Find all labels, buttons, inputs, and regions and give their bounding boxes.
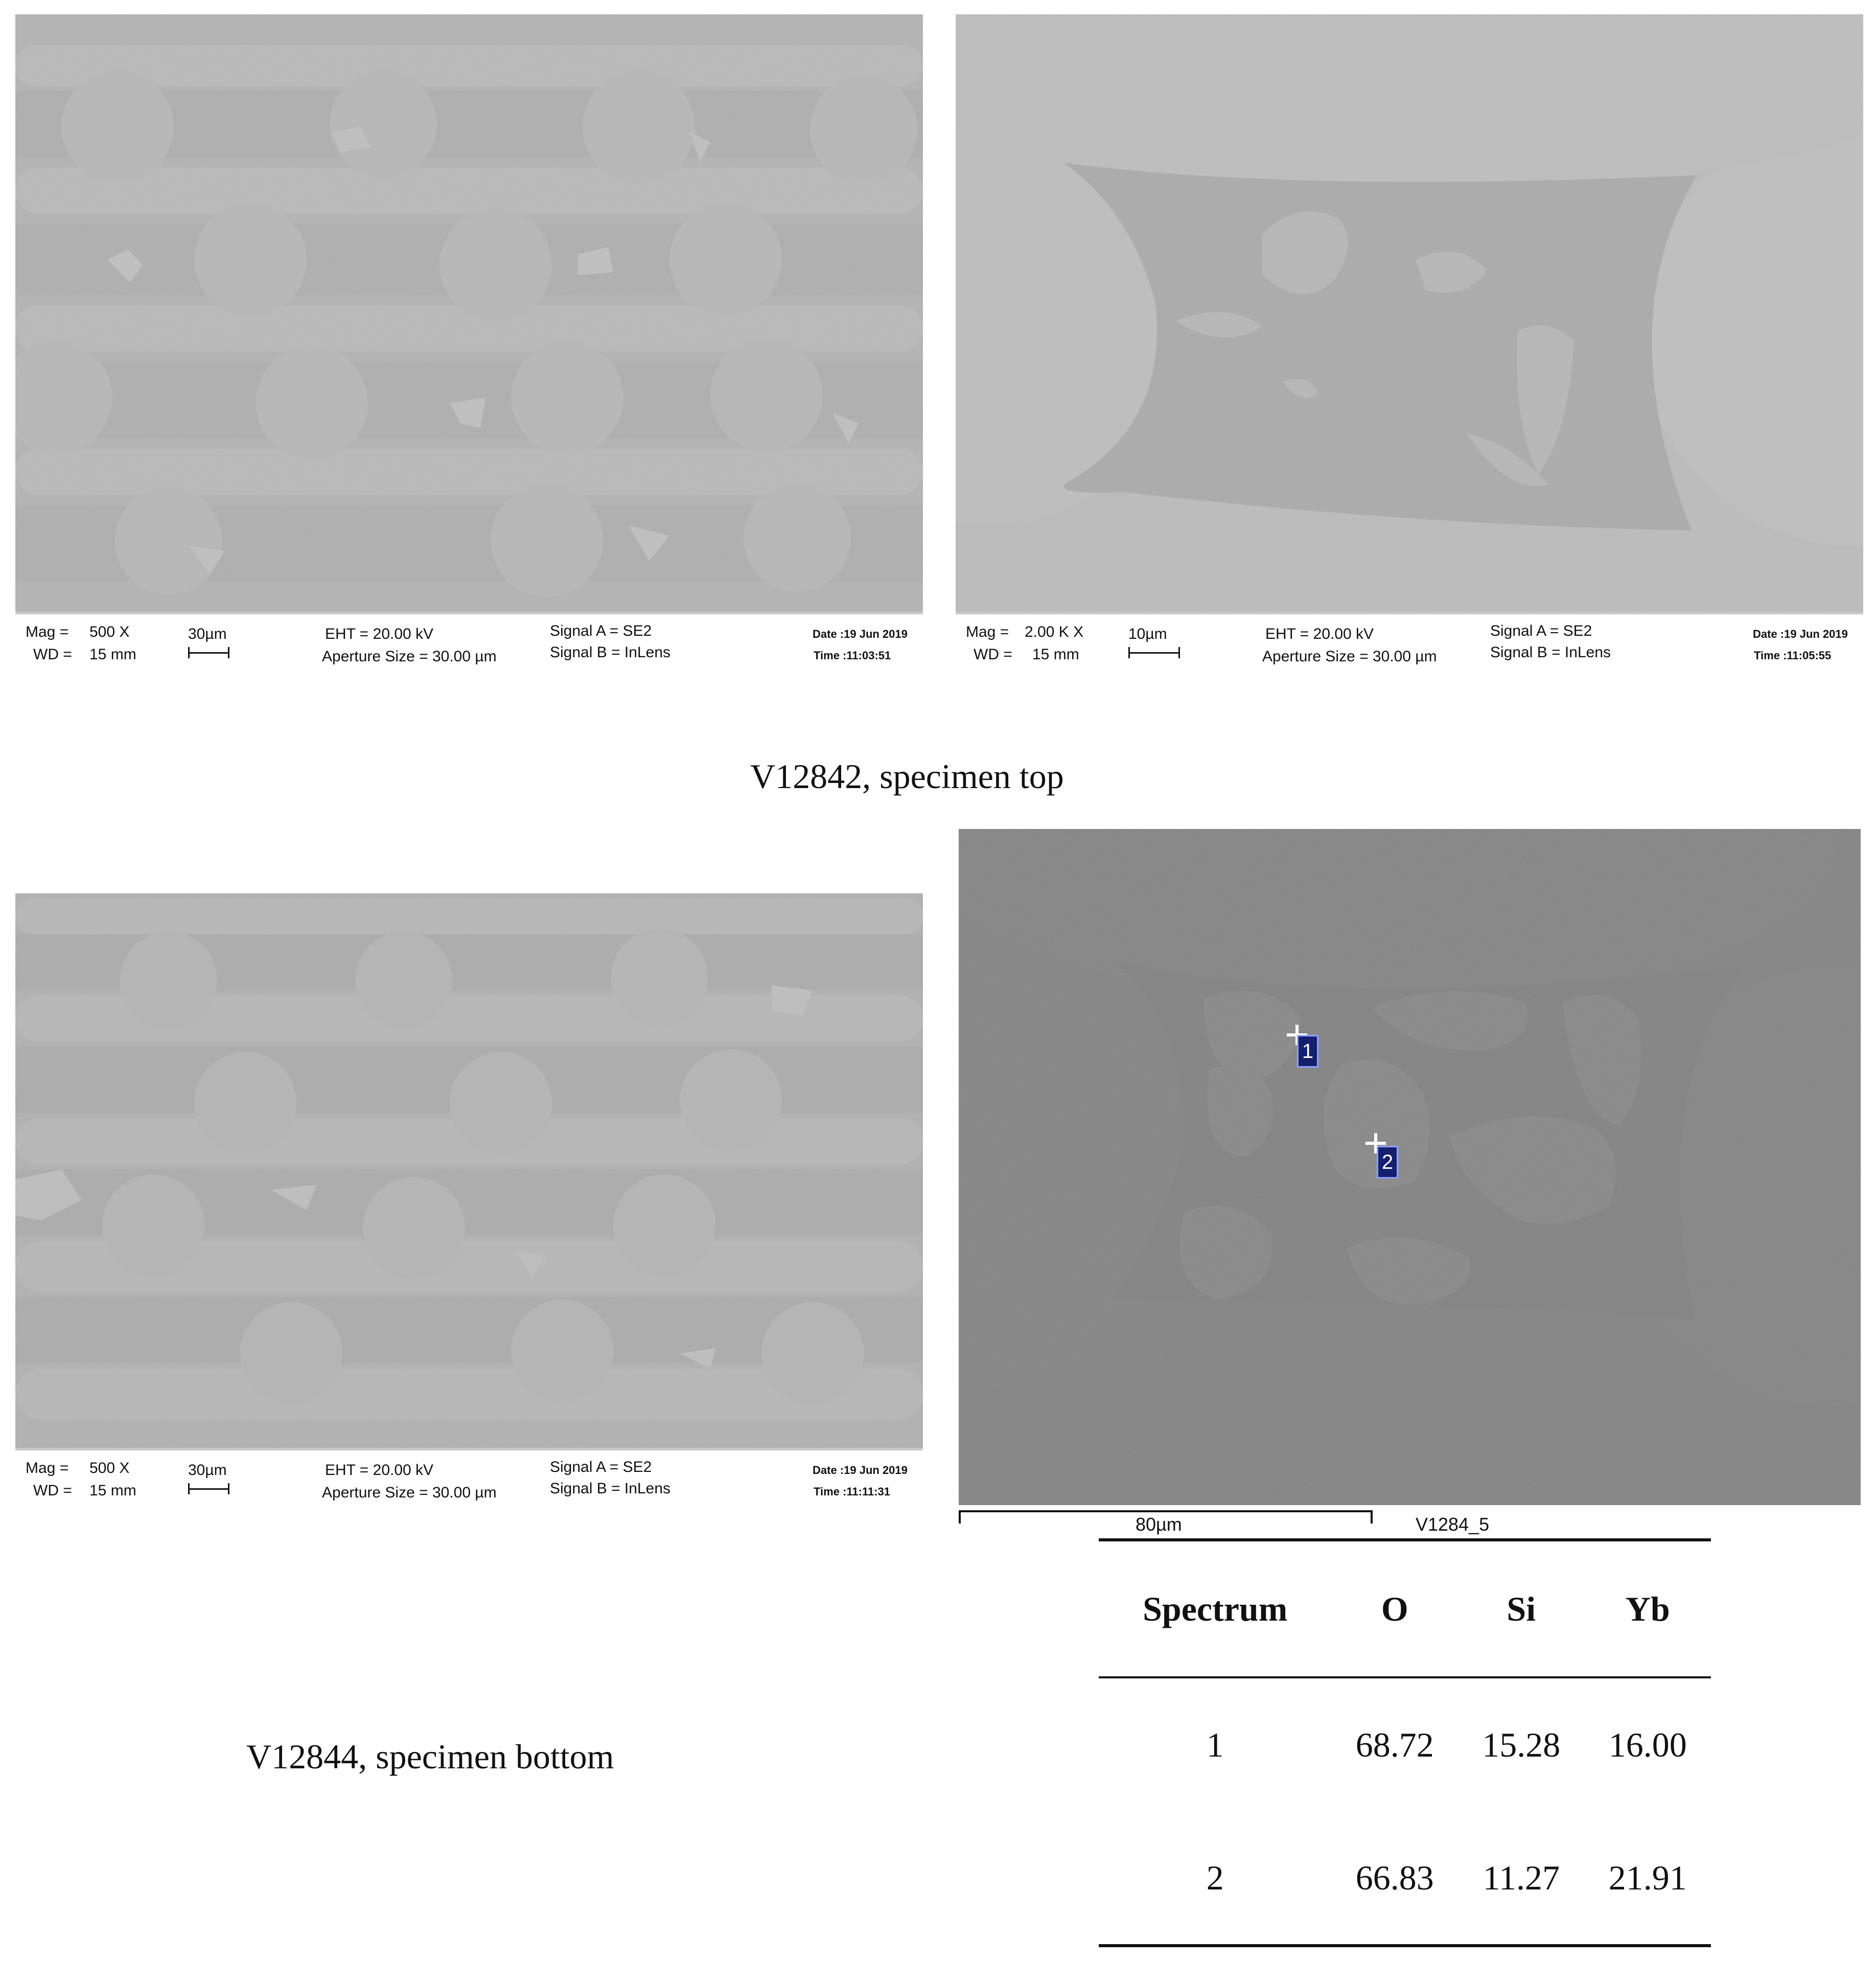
table-row: [1099, 1677, 1711, 1811]
header-o: O: [1332, 1540, 1458, 1677]
wd-label: WD =: [33, 646, 72, 663]
cell-o: 68.72: [1355, 1725, 1434, 1764]
signal-a: Signal A = SE2: [550, 622, 652, 639]
mag-value: 500 X: [89, 624, 130, 640]
sem-data-bar: [956, 612, 1863, 695]
wd-label: WD =: [974, 646, 1012, 663]
sem-panel-top-right: [956, 14, 1863, 695]
cell-yb: 21.91: [1585, 1811, 1711, 1946]
date-value: Date :19 Jun 2019: [813, 628, 908, 640]
sem-panel-top-left: [15, 14, 923, 695]
table-row: [1099, 1811, 1711, 1946]
time-value: Time :11:11:31: [814, 1485, 891, 1498]
mag-value: 500 X: [89, 1460, 130, 1476]
scale-bar-tick-left: [188, 647, 190, 658]
wd-value: 15 mm: [89, 646, 136, 663]
eds-micrograph: [959, 829, 1861, 1505]
scale-bar: [188, 1488, 229, 1490]
sem-micrograph: [15, 893, 923, 1449]
eht-value: EHT = 20.00 kV: [325, 1462, 434, 1479]
table-header-row: [1099, 1540, 1711, 1677]
mag-value: 2.00 K X: [1025, 624, 1084, 640]
mag-label: Mag =: [26, 1460, 69, 1476]
scale-bar-tick-right: [228, 1483, 229, 1494]
eht-value: EHT = 20.00 kV: [325, 626, 434, 642]
sem-panel-bottom-left: [15, 893, 923, 1531]
time-value: Time :11:03:51: [814, 649, 891, 662]
caption-specimen-bottom: V12844, specimen bottom: [246, 1737, 614, 1776]
mag-label: Mag =: [966, 624, 1009, 640]
sem-micrograph: [956, 14, 1863, 612]
cell-si: 11.27: [1458, 1811, 1584, 1946]
header-spectrum: Spectrum: [1099, 1540, 1332, 1677]
spectrum-2-marker: 2: [1377, 1146, 1398, 1179]
date-value: Date :19 Jun 2019: [1753, 628, 1848, 640]
header-si: Si: [1458, 1540, 1584, 1677]
signal-b: Signal B = InLens: [1490, 644, 1611, 661]
scale-label: 30µm: [188, 1462, 227, 1479]
eds-scale-tick-left: [959, 1510, 961, 1524]
eds-composition-table: [1099, 1538, 1711, 1947]
signal-a: Signal A = SE2: [550, 1459, 652, 1475]
time-value: Time :11:05:55: [1754, 649, 1832, 662]
sem-micrograph: [15, 14, 923, 612]
date-value: Date :19 Jun 2019: [813, 1464, 908, 1476]
sem-data-bar: [15, 1448, 923, 1531]
aperture-value: Aperture Size = 30.00 µm: [322, 1484, 497, 1501]
cell-yb: 16.00: [1608, 1725, 1687, 1764]
scale-bar-tick-left: [1128, 647, 1130, 658]
scale-bar: [188, 652, 229, 654]
eht-value: EHT = 20.00 kV: [1265, 626, 1374, 642]
eds-scale-bar: [959, 1510, 1373, 1512]
wd-label: WD =: [33, 1482, 72, 1499]
eds-scale-label: 80µm: [1136, 1514, 1182, 1535]
eds-image-id: V1284_5: [1416, 1514, 1490, 1535]
aperture-value: Aperture Size = 30.00 µm: [1262, 648, 1437, 665]
signal-a: Signal A = SE2: [1490, 622, 1592, 639]
scale-label: 10µm: [1128, 626, 1167, 642]
eds-scale-tick-right: [1371, 1510, 1373, 1524]
aperture-value: Aperture Size = 30.00 µm: [322, 648, 497, 665]
scale-bar: [1128, 652, 1179, 654]
wd-value: 15 mm: [1032, 646, 1079, 663]
scale-bar-tick-left: [188, 1483, 190, 1494]
header-yb: Yb: [1585, 1540, 1711, 1677]
signal-b: Signal B = InLens: [550, 644, 671, 661]
cell-spectrum: 2: [1099, 1811, 1332, 1946]
spectrum-1-marker: 1: [1297, 1035, 1318, 1068]
mag-label: Mag =: [26, 624, 69, 640]
cell-si: 15.28: [1482, 1725, 1561, 1764]
cell-o: 66.83: [1332, 1811, 1458, 1946]
cell-spectrum: 1: [1206, 1725, 1224, 1764]
scale-bar-tick-right: [228, 647, 229, 658]
scale-label: 30µm: [188, 626, 227, 642]
sem-data-bar: [15, 612, 923, 695]
eds-micrograph-image: [959, 829, 1861, 1505]
wd-value: 15 mm: [89, 1482, 136, 1499]
caption-specimen-top: V12842, specimen top: [750, 757, 1064, 796]
signal-b: Signal B = InLens: [550, 1480, 671, 1497]
scale-bar-tick-right: [1178, 647, 1180, 658]
